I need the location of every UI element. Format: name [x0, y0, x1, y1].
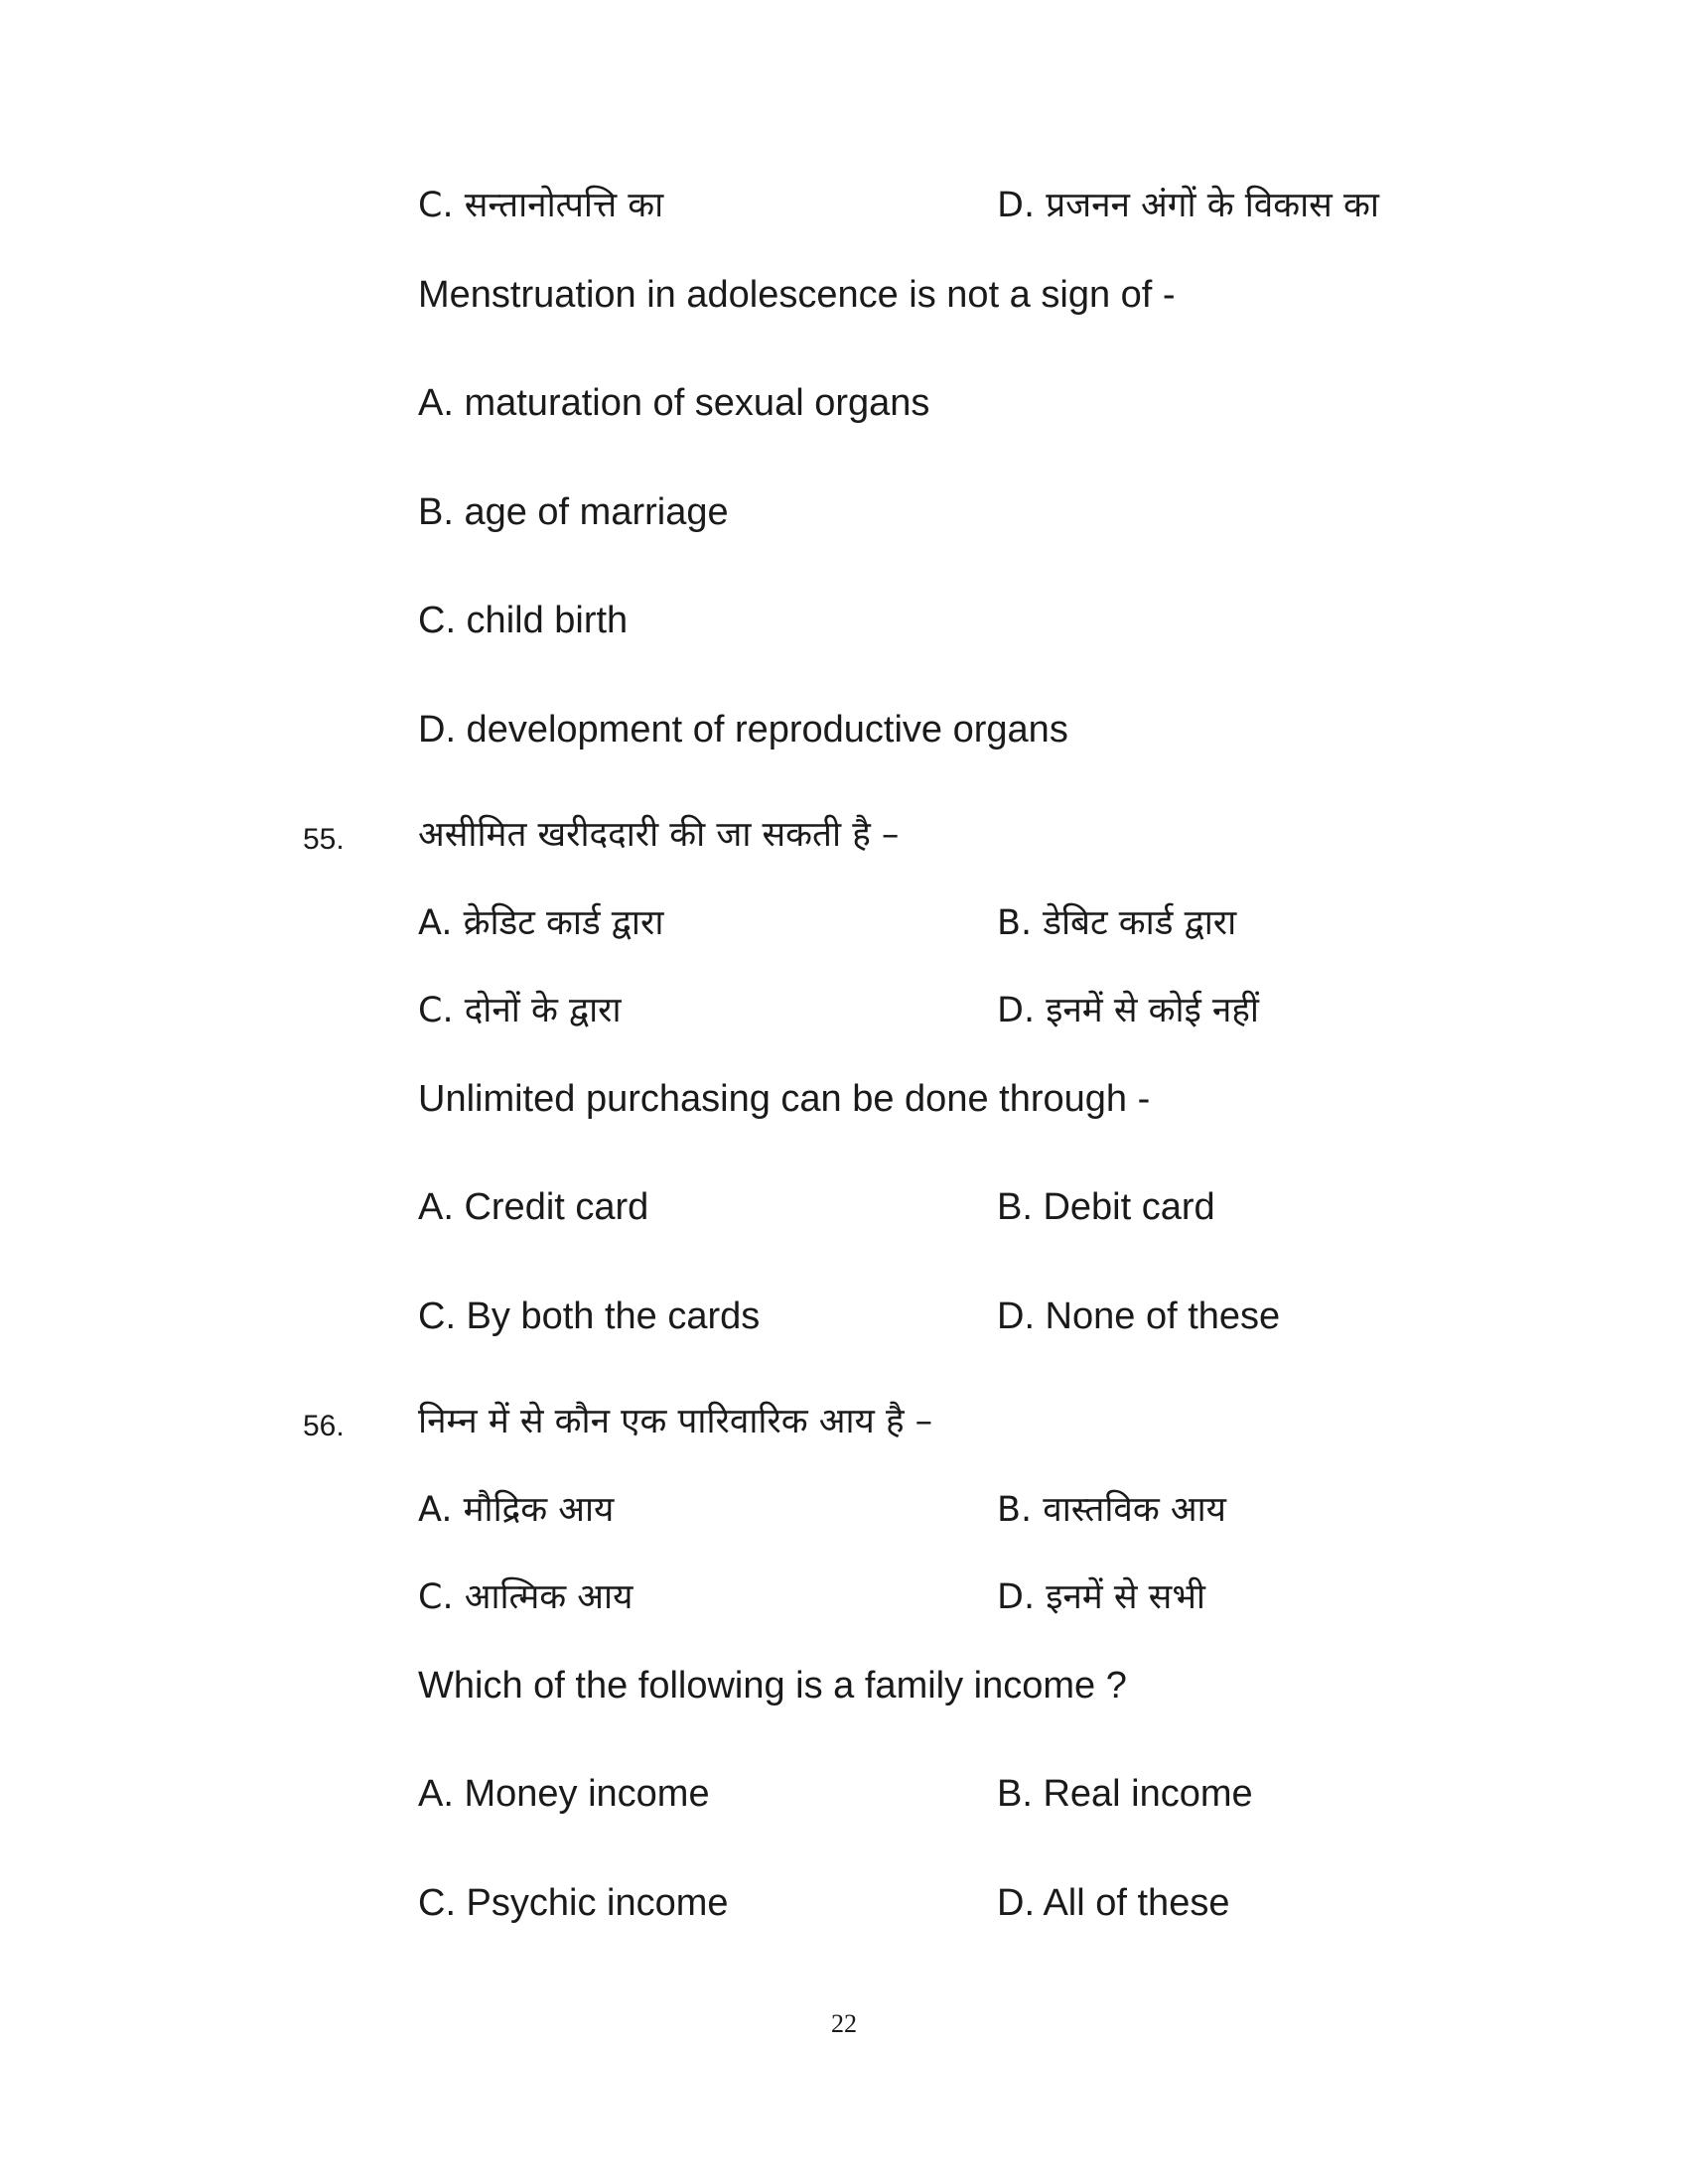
q55-hi-option-b: B. डेबिट कार्ड द्वारा — [997, 903, 1237, 943]
q56-en-option-c: C. Psychic income — [418, 1882, 729, 1924]
q56-en-option-d: D. All of these — [997, 1882, 1230, 1924]
q54-hi-option-d: D. प्रजनन अंगों के विकास का — [997, 186, 1379, 225]
q54-en-option-b: B. age of marriage — [418, 491, 729, 533]
q56-number: 56. — [303, 1410, 345, 1442]
q56-en-option-b: B. Real income — [997, 1773, 1253, 1815]
q55-en-option-a: A. Credit card — [418, 1186, 649, 1228]
q56-hi-question: निम्न में से कौन एक पारिवारिक आय है – — [418, 1402, 933, 1441]
q56-en-question: Which of the following is a family income ? — [418, 1665, 1127, 1706]
q54-en-option-c: C. child birth — [418, 600, 629, 641]
q54-en-option-a: A. maturation of sexual organs — [418, 382, 930, 424]
q55-en-question: Unlimited purchasing can be done through - — [418, 1078, 1151, 1120]
q56-hi-option-b: B. वास्तविक आय — [997, 1490, 1226, 1530]
q55-hi-option-c: C. दोनों के द्वारा — [418, 991, 622, 1030]
q56-hi-option-a: A. मौद्रिक आय — [418, 1490, 615, 1530]
q56-hi-option-c: C. आत्मिक आय — [418, 1577, 633, 1617]
page-number: 22 — [831, 2009, 857, 2038]
q54-hi-option-c: C. सन्तानोत्पत्ति का — [418, 186, 664, 225]
q55-number: 55. — [303, 823, 345, 856]
q54-en-question: Menstruation in adolescence is not a sign of - — [418, 274, 1176, 316]
q55-hi-question: असीमित खरीददारी की जा सकती है – — [418, 815, 900, 855]
q56-hi-option-d: D. इनमें से सभी — [997, 1577, 1205, 1617]
q54-en-option-d: D. development of reproductive organs — [418, 709, 1068, 751]
q55-hi-option-a: A. क्रेडिट कार्ड द्वारा — [418, 903, 664, 943]
q55-en-option-c: C. By both the cards — [418, 1296, 761, 1337]
q55-en-option-d: D. None of these — [997, 1296, 1281, 1337]
q55-hi-option-d: D. इनमें से कोई नहीं — [997, 991, 1259, 1030]
q55-en-option-b: B. Debit card — [997, 1186, 1215, 1228]
q56-en-option-a: A. Money income — [418, 1773, 710, 1815]
